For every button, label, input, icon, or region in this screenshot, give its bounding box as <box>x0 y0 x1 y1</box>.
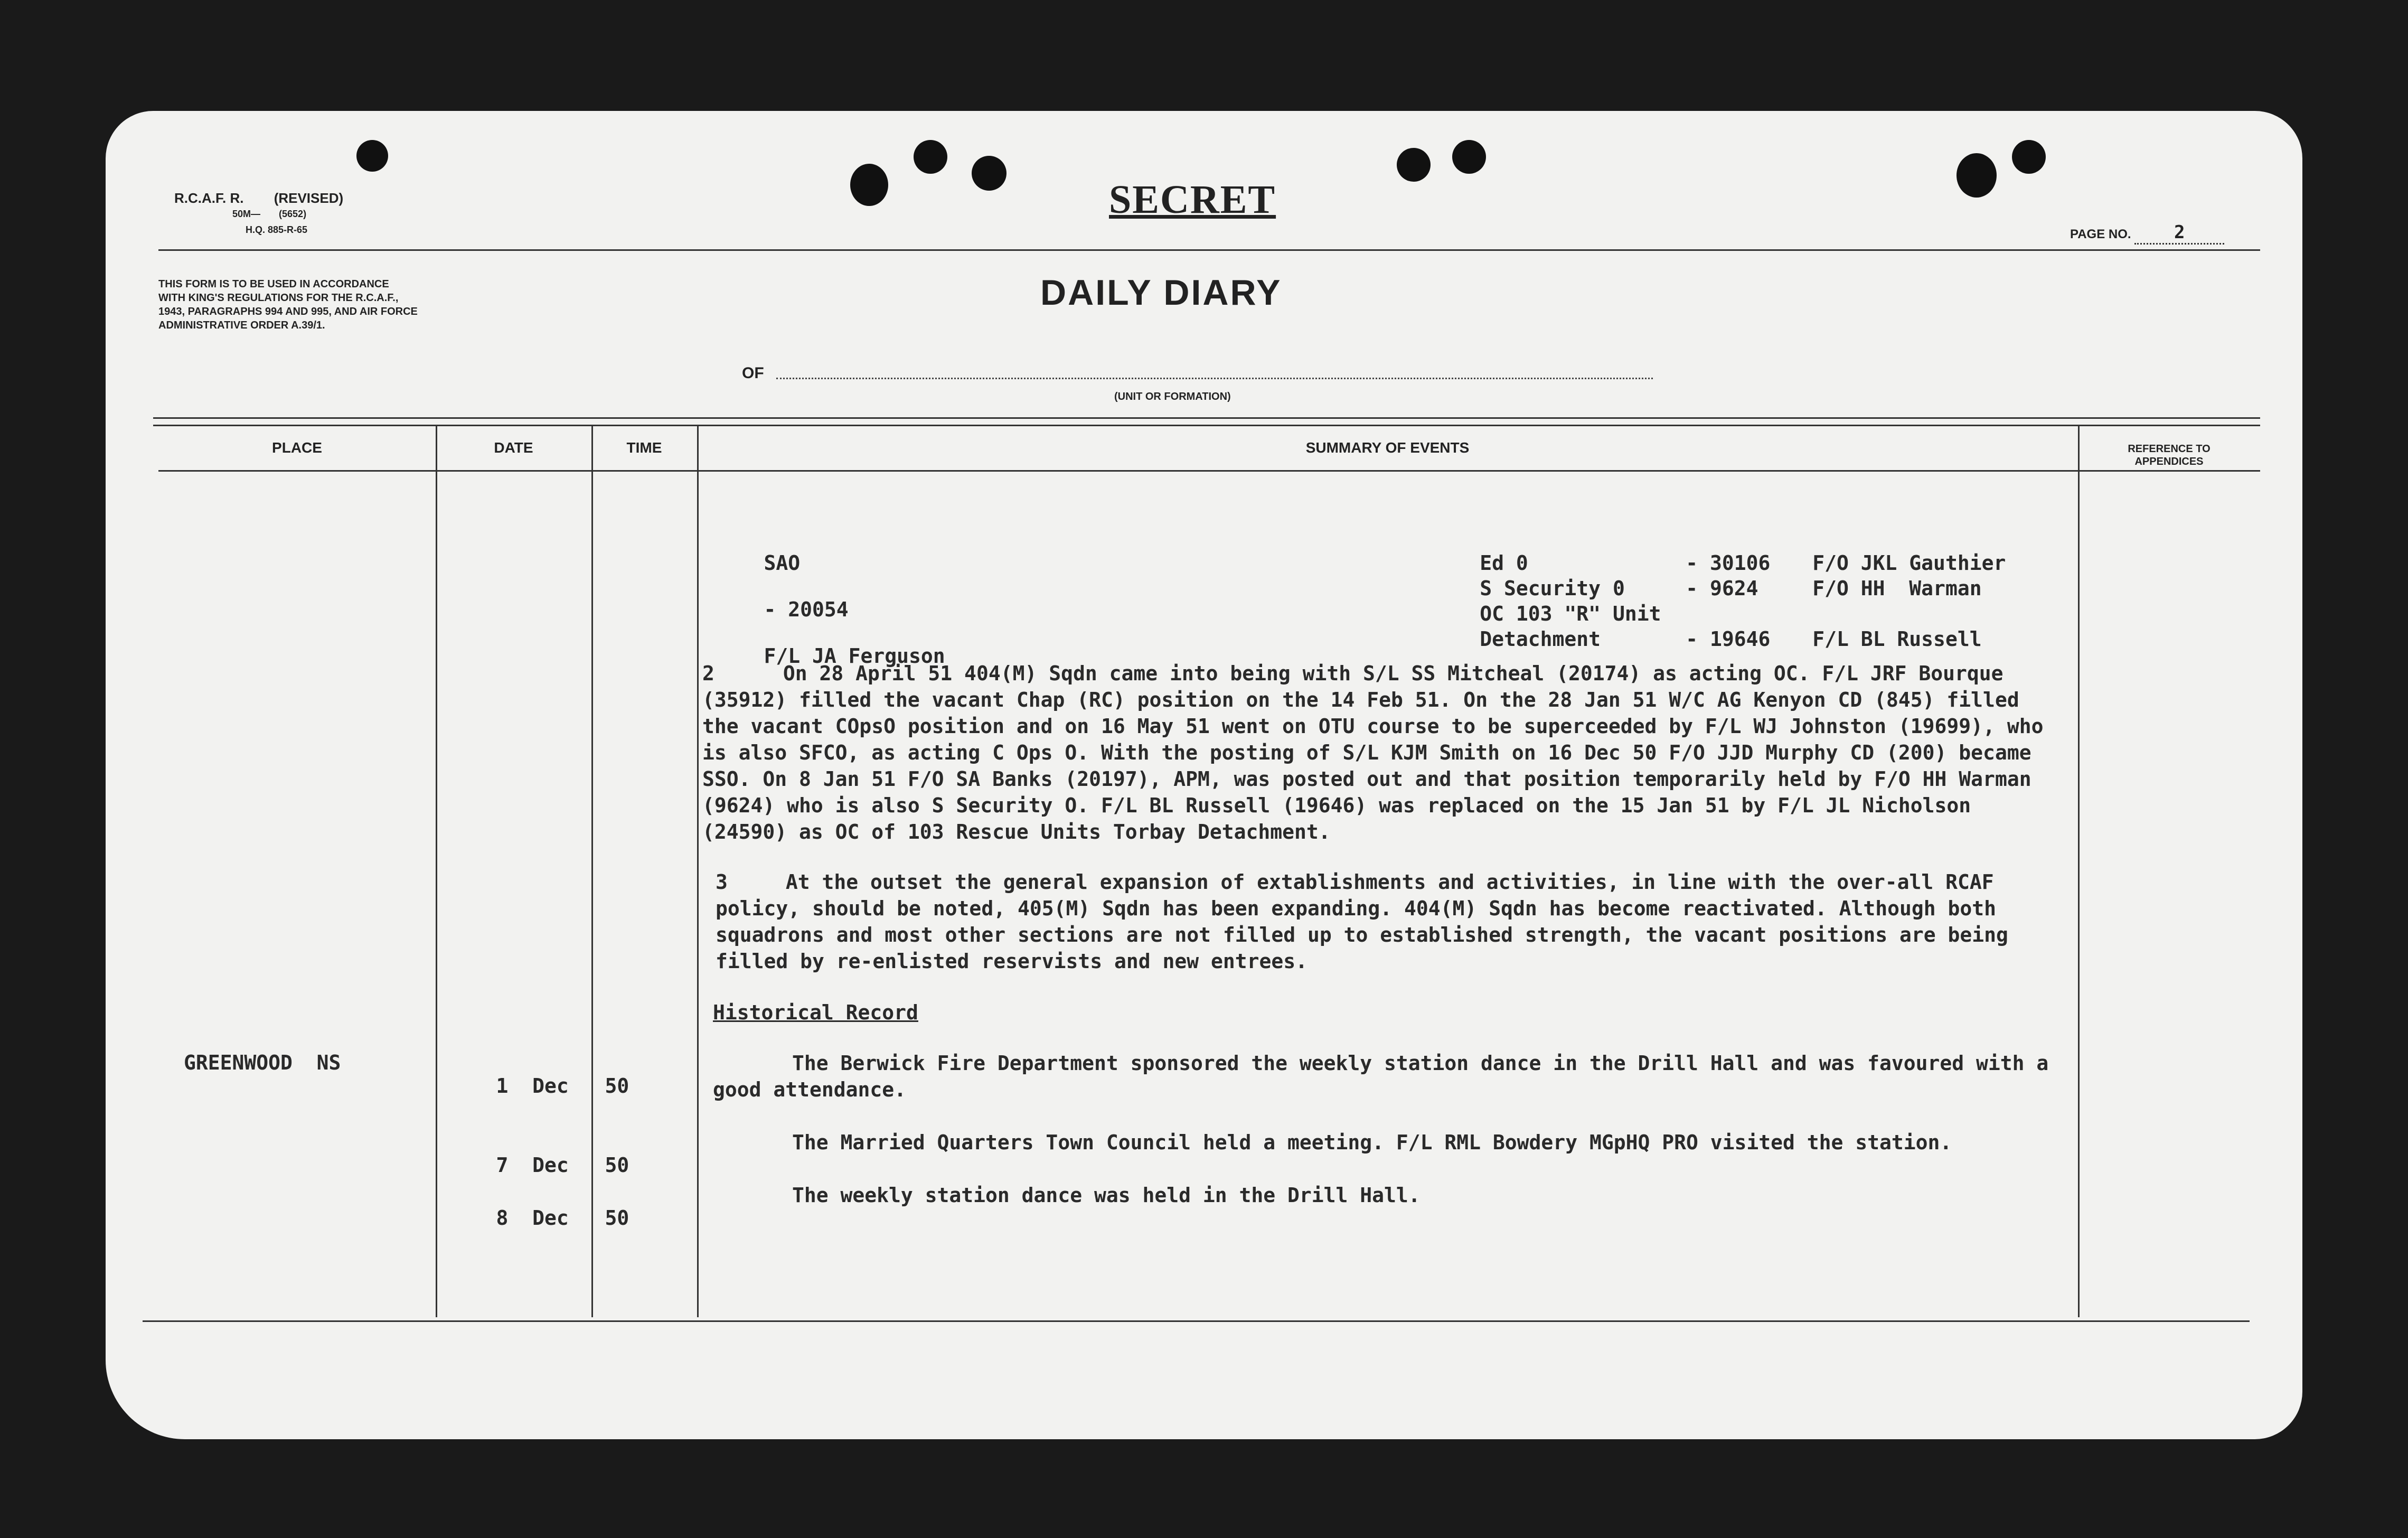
column-place: PLACE <box>272 439 322 456</box>
punch-hole <box>1956 153 1997 198</box>
punch-hole <box>1397 148 1431 182</box>
entry-text: The weekly station dance was held in the Drill Hall. <box>792 1184 1421 1207</box>
entry-text: The Berwick Fire Department sponsored the weekly station dance in the Drill Hall and was favoured with a good attendance. <box>713 1052 2049 1101</box>
paragraph-3: 3 At the outset the general expansion of extablishments and activities, in line with the over-all RCAF policy, should be noted, 405(M) Sqdn has been expanding. 404(M) Sqdn has become reactivated. Although both squadrons and most other sections are not filled up to established strength, the vacant positions are being filled by re-enlisted reservists and new entrees. <box>716 870 2008 973</box>
form-revised: (REVISED) <box>274 190 344 206</box>
appointment-row: S Security 0 - 9624 F/O HH Warman <box>1480 577 1982 600</box>
appointments-right <box>1407 528 2006 651</box>
entry-place: GREENWOOD NS <box>184 1051 341 1074</box>
page-label: PAGE NO. <box>2070 227 2131 241</box>
appointment-row: OC 103 "R" Unit <box>1480 602 1661 625</box>
entry-text: The Married Quarters Town Council held a meeting. F/L RML Bowdery MGpHQ PRO visited the station. <box>792 1131 1952 1154</box>
form-instructions: THIS FORM IS TO BE USED IN ACCORDANCE WITH KING'S REGULATIONS FOR THE R.C.A.F., 1943, PARAGRAPHS 994 AND 995, AND AIR FORCE ADMINISTRATIVE ORDER A.39/1. <box>158 278 418 331</box>
punch-hole <box>1452 140 1486 174</box>
form-print-line: 50M— <box>232 209 261 219</box>
appointment-row: Ed 0 - 30106 F/O JKL Gauthier <box>1480 551 2006 575</box>
punch-hole <box>2012 140 2046 174</box>
punch-hole <box>914 140 947 174</box>
column-summary: SUMMARY OF EVENTS <box>1305 439 1470 456</box>
appointment-sao: SAO - 20054 F/L JA Ferguson <box>764 551 945 668</box>
column-time: TIME <box>626 439 662 456</box>
form-hq-ref: H.Q. 885-R-65 <box>246 224 308 235</box>
entry-date: 1 Dec 50 <box>496 1074 629 1098</box>
column-reference: REFERENCE TO APPENDICES <box>2128 443 2211 467</box>
unit-field <box>776 378 1653 379</box>
punch-hole <box>972 156 1007 191</box>
punch-hole <box>850 164 888 206</box>
punch-hole <box>356 140 388 172</box>
unit-caption: (UNIT OR FORMATION) <box>1114 391 1231 402</box>
paragraph-2: 2 On 28 April 51 404(M) Sqdn came into being with S/L SS Mitcheal (20174) as acting OC. F/L JRF Bourque (35912) filled the vacant Chap (RC) position on the 14 Feb 51. On the 28 Jan 51 W/C AG Kenyon CD (845) filled the vacant COpsO position and on 16 May 51 went on OTU course to be superceeded by F/L WJ Johnston (19699), who is also SFCO, as acting C Ops O. With the posting of S/L KJM Smith on 16 Dec 50 F/O JJD Murphy CD (200) became SSO. On 8 Jan 51 F/O SA Banks (20197), APM, was posted out and that position temporarily held by F/O HH Warman (9624) who is also S Security O. F/L BL Russell (19646) was replaced on the 15 Jan 51 by F/L JL Nicholson (24590) as OC of 103 Rescue Units Torbay Detachment. <box>702 662 2044 843</box>
diary-sheet <box>106 111 2302 1439</box>
page-title: DAILY DIARY <box>1040 273 1282 313</box>
appointment-row: Detachment - 19646 F/L BL Russell <box>1480 627 1982 651</box>
entry-date: 8 Dec 50 <box>496 1206 629 1230</box>
of-label: OF <box>742 364 764 382</box>
historical-heading: Historical Record <box>713 1001 918 1024</box>
form-code: R.C.A.F. R. <box>174 190 244 206</box>
form-print-code: (5652) <box>279 209 307 219</box>
column-date: DATE <box>494 439 533 456</box>
page-number: 2 <box>2134 222 2224 245</box>
classification-stamp: SECRET <box>1109 177 1276 222</box>
entry-date: 7 Dec 50 <box>496 1154 629 1177</box>
